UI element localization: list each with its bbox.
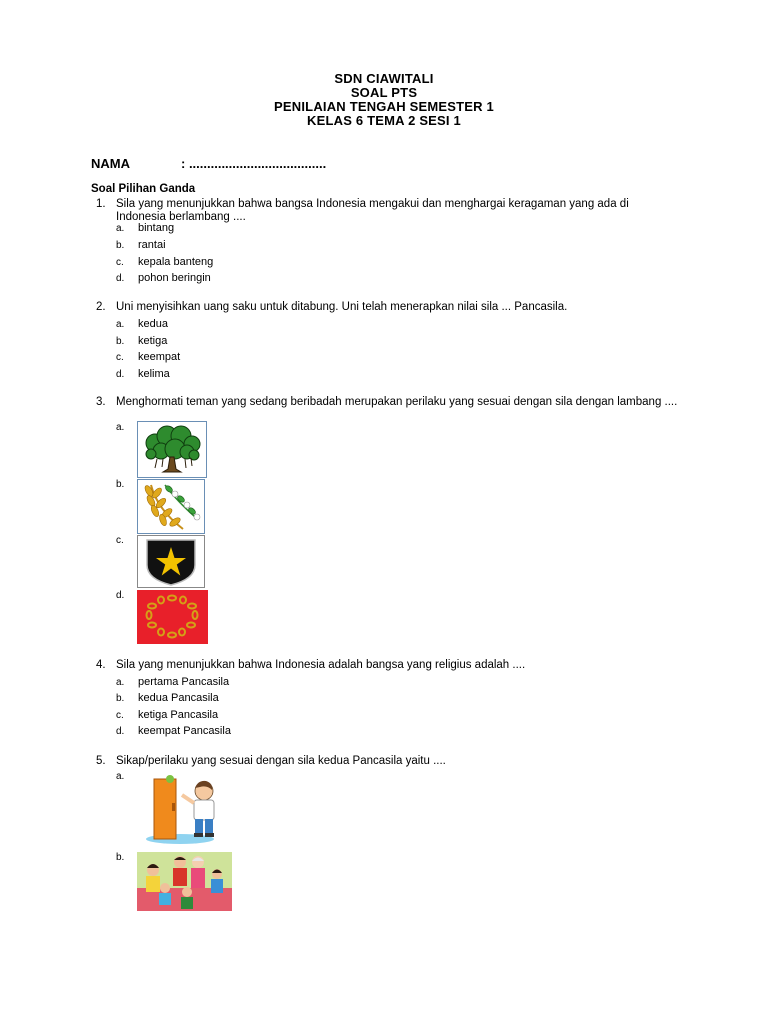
question-5 [96, 755, 681, 768]
option-4a: a. pertama Pancasila [116, 676, 230, 688]
option-4b: b. kedua Pancasila [116, 692, 219, 704]
option-4d: d. keempat Pancasila [116, 725, 231, 737]
option-3c: c. [116, 535, 124, 546]
option-2c: c. keempat [116, 351, 181, 363]
question-number: 4. [96, 659, 106, 671]
option-2d: d. kelima [116, 368, 170, 380]
pohon-beringin-icon [137, 421, 207, 483]
name-blank: : ...................................... [181, 156, 327, 171]
option-3b: b. [116, 479, 125, 490]
name-field [91, 156, 326, 171]
family-group-illustration [137, 852, 232, 916]
question-text: Uni menyisihkan uang saku untuk ditabung. Uni telah menerapkan nilai sila ... Pancasila. [116, 301, 568, 313]
exam-name: PENILAIAN TENGAH SEMESTER 1 [274, 99, 494, 114]
school-name: SDN CIAWITALI [334, 71, 434, 86]
option-2b: b. ketiga [116, 335, 168, 347]
option-1c: c. kepala banteng [116, 256, 214, 268]
question-number: 2. [96, 301, 106, 313]
bintang-icon [137, 535, 205, 593]
question-4 [96, 659, 681, 672]
option-4c: c. ketiga Pancasila [116, 709, 219, 721]
section-title: Soal Pilihan Ganda [91, 183, 196, 195]
question-text: Sila yang menunjukkan bahwa bangsa Indonesia mengakui dan menghargai keragaman yang ada di Indonesia berlambang .... [116, 198, 629, 223]
question-number: 1. [96, 198, 106, 210]
question-text: Sila yang menunjukkan bahwa Indonesia adalah bangsa yang religius adalah .... [116, 659, 526, 671]
question-3 [96, 396, 681, 409]
option-1a: a. bintang [116, 222, 175, 234]
option-2a: a. kedua [116, 318, 168, 330]
option-3d: d. [116, 590, 125, 601]
option-5a: a. [116, 771, 125, 782]
question-text: Sikap/perilaku yang sesuai dengan sila kedua Pancasila yaitu .... [116, 755, 446, 767]
name-label: NAMA [91, 156, 130, 171]
option-1b: b. rantai [116, 239, 166, 251]
boy-at-locker-illustration [142, 773, 228, 850]
question-1 [96, 198, 681, 223]
padi-kapas-icon [137, 479, 205, 539]
class-info: KELAS 6 TEMA 2 SESI 1 [307, 113, 461, 128]
option-1d: d. pohon beringin [116, 272, 211, 284]
question-text: Menghormati teman yang sedang beribadah merupakan perilaku yang sesuai dengan sila dengan lambang .... [116, 396, 678, 408]
question-number: 5. [96, 755, 106, 767]
rantai-icon [137, 590, 208, 649]
document-header [0, 72, 768, 128]
question-number: 3. [96, 396, 106, 408]
question-2 [96, 301, 681, 314]
option-3a: a. [116, 422, 125, 433]
option-5b: b. [116, 852, 125, 863]
doc-type: SOAL PTS [350, 85, 418, 100]
